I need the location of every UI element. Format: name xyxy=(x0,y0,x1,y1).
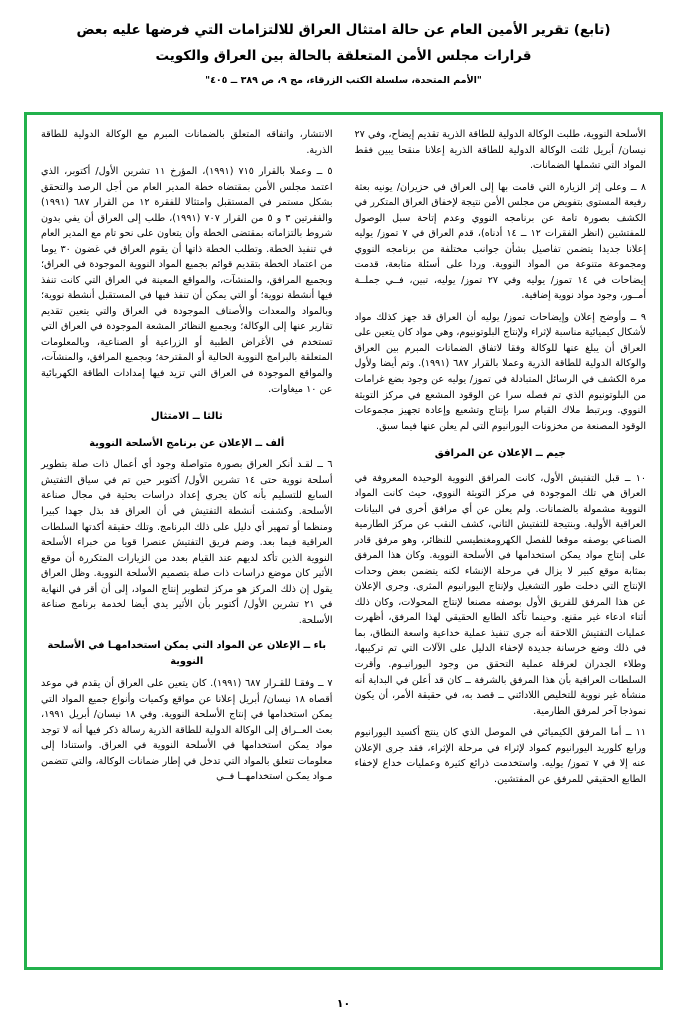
content-frame xyxy=(24,112,663,970)
page-header xyxy=(0,0,687,86)
paragraph: ٦ ــ لقـد أنكر العراق بصورة متواصلة وجود أي أعمال ذات صلة بتطوير أسلحة نووية حتى ١٤ تشرين الأول/ أكتوبر حين تم في سياق التفتيش السابع للتسليم بأنه كان يجري إعداد دراسات بحثية في مجال صناعة الأسلحة. وكشفت أنشطة التفتيش في أن العراق قد بذل جهدا كبيرا ومنظما أو تمهير أي دليل على ذلك البرنامج. وتلك حقيقة أكدتها السلطات العراقية فيما بعد. وضم فريق التفتيش عنصرا قويا من خبراء الأسلحة النووية الذين تأكد لديهم عند القيام بعدد من الزيارات المتكررة أن موقع الأثير كان موضع دراسات ذات صلة بتصميم الأسلحة النووية. وظل العراق يقول إن ذلك المركز هو مركز لتطوير إنتاج المواد، إلى أن أقر في النهاية في ٢١ تشرين الأول/ أكتوبر بأن الأثير يدي أيضا لخدمة برنامج صناعة الأسلحة. xyxy=(41,459,333,626)
subsection-heading-b: باء ــ الإعلان عن المواد التي يمكن استخدامهـا في الأسلحة النووية xyxy=(47,640,326,668)
section-heading-c: جيم ــ الإعلان عن المرافق xyxy=(434,448,566,460)
paragraph: الانتشار، واتفاقه المتعلق بالضمانات المبرم مع الوكالة الدولية للطاقة الذرية. xyxy=(41,129,333,156)
report-title-line-1: (تابع) تقرير الأمين العام عن حالة امتثال العراق للالتزامات التي فرضها عليه بعض xyxy=(76,22,611,38)
section-heading-third: ثالثا ــ الامتثال xyxy=(150,411,223,423)
paragraph: ٩ ــ وأوضح إعلان وإيضاحات تموز/ يوليه أن العراق قد جهز كذلك مواد لأشكال كيميائية مناسبة لإثراء ولإنتاج البلوتونيوم، وهي مواد كان يتعين على العراق أن يبلغ عنها للوكالة وفقا لاتفاق الضمانات المبرم بين العراق والوكالة الدولية للطاقة الذرية وعملا بالقرار ٦٨٧ (١٩٩١). وتم أيضا ولأول مرة الكشف في الرسائل المتبادلة في تموز/ يوليه عن وجود بضع غرامات من البلوتونيوم الذي تم فصله سرا عن الوقود المشعع في مركز التويثة النووي. وبرتبط ملاك القيام سرا بإنتاج وتشعيع وإعادة تجهيز مجموعات الوقود المصنعة من مخزونات اليورانيوم التي لم يعلن عنها فيما سبق. xyxy=(354,311,646,432)
paragraph: ١١ ــ أما المرفق الكيميائي في الموصل الذي كان ينتج أكسيد اليورانيوم ورابع كلوريد اليورانيوم كمواد لإثراء في مرحلة الإثراء، فقد جرى الإعلان عنه إلا في ٧ تموز/ يوليه. واستخدمت ذرائع كثيرة وعمليات خداع لإخفاء الطابع الحقيقي للمرفق عن المفتشين. xyxy=(354,727,646,785)
left-text-column xyxy=(41,127,333,955)
subsection-heading-a: ألف ــ الإعلان عن برنامج الأسلحة النووية xyxy=(89,437,285,449)
report-title-line-2: قرارات مجلس الأمن المتعلقة بالحالة بين العراق والكويت xyxy=(155,47,532,64)
report-source-line: "الأمم المتحدة، سلسلة الكتب الزرقاء، مج ٩، ص ٣٨٩ ــ ٤٠٥" xyxy=(205,75,482,87)
paragraph: ٧ ــ وفقـا للقـرار ٦٨٧ (١٩٩١). كان يتعين على العراق أن يقدم في موعد أقصاه ١٨ نيسان/ أبريل إعلانا عن مواقع وكميات وأنواع جميع المواد التي يمكن استخدامها في إنتاج الأسلحة النووية. وفي ١٨ نيسان/ أبريل ١٩٩١، بعث العــراق إلى الوكالة الدولية للطاقة الذرية رسالة ذكر فيها أنه لا توجد مواد يمكن استخدامها في الأسلحة النووية في العراق. واستنادا إلى معلومات تتعلق بالمواد التي تدخل في إطار ضمانات الوكالة، والتي تتضمن مـواد يمكـن استخدامهــا فــي xyxy=(41,677,333,783)
paragraph: ٥ ــ وعملا بالقرار ٧١٥ (١٩٩١)، المؤرخ ١١ تشرين الأول/ أكتوبر، الذي اعتمد مجلس الأمن بمقتضاه خطة المدير العام من أجل الرصد والتحقق بشكل مستمر في المستقبل وامتثالا للفقرة ١٢ من القرار ٦٨٧ (١٩٩١) والفقرتين ٣ و ٥ من القرار ٧٠٧ (١٩٩١)، طلب إلى العراق أن يفي بدون شروط بالتزاماته بمقتضى الخطة وأن يتعاون على نحو تام مع المدير العام في تنفيذ الخطة. وتطلب الخطة ذاتها أن يقوم العراق في غضون ٣٠ يوما من اعتماد الخطة بتقديم قوائم بجميع المواد النووية الموجودة في العراق؛ وبجميع المرافق، والمنشآت، والمواقع المعينة في العراق التي كانت تنفذ فيها أنشطة نووية؛ أو التي يمكن أن تنفذ فيها في المستقبل أنشطة نووية؛ وبالمواد والمعدات والأصناف الموجودة في العراق والتي يتعين تقديم تقارير عنها إلى الوكالة؛ وبجميع النظائر المشعة الموجودة في العراق التي تستخدم في الأغراض الطبية أو الزراعية أو الصناعية، وبالمعلومات المتعلقة بالبرامج النووية الحالية أو المقترحة؛ وبجميع المرافق، والمنشآت، والمواقع الموجودة في العراق التي تزيد فيها إمدادات الطاقة الكهربائية عن ١٠ ميغاوات. xyxy=(41,166,333,395)
right-text-column xyxy=(355,127,647,955)
paragraph: ٨ ــ وعلى إثر الزيارة التي قامت بها إلى العراق في حزيران/ يونيه بعثة رفيعة المستوى بتفويض من مجلس الأمن نتيجة لإخفاق العراق المتكرر في الكشف بصورة تامة عن برنامجه النووي وعدم إتاحة سبل الوصول للمفتشين (انظر الفقرات ١٢ ــ ١٤ أدناه)، قدم العراق في ٧ تموز/ يوليه إعلانا جديدا يتضمن تفاصيل بشأن جوانب مختلفة من برنامجه النووي ومجموعة متنوعة من المواد النووية. وردا على أسئلة متابعة، قدمت إيضاحات في ١٤ تموز/ يوليه وفي ٢٧ تموز/ يوليه، تبين، فــي جملــة أمــور، وجود مواد نووية إضافية. xyxy=(354,181,646,302)
paragraph: الأسلحة النووية، طلبت الوكالة الدولية للطاقة الذرية تقديم إيضاح، وفي ٢٧ نيسان/ أبريل ثلثت الوكالة الدولية للطاقة الذرية إعلانا منقحا يبين فقط المواد التي تشملها الضمانات. xyxy=(354,129,646,172)
paragraph: ١٠ ــ قبل التفتيش الأول، كانت المرافق النووية الوحيدة المعروفة في العراق هي تلك الموجودة في مركز التويثة النووي، حيث كانت المواد النووية مشمولة بالضمانات. ولم يعلن عن أي مرافق أخرى في البيانات العراقية الأولية. وبنتيجة للتفتيش الثاني، كشف النقب عن مركز الطارمية الصناعي بوصفه موقعا للفصل الكهرومغنطيسي للنظائر، وهو مرفق قادر على إنتاج مواد يمكن استخدامها في الأسلحة النووية. وكان هذا المرفق بمثابة موقع كبير لا يزال في مرحلة الإنشاء لكنه يتضمن بعض وحدات الإنتاج التي دخلت طور التشغيل ولإنتاج اليورانيوم المثرى. وجرى الإعلان عن هذا المرفق للفريق الأول بوصفه مصنعا لإنتاج المحولات، وكان ذلك أثناء ادعاء غير مقنع. وحينما تأكد الطابع الحقيقي لهذا المرفق، أظهرت عمليات التفتيش اللاحقة أنه جرى تنفيذ عملية خداعية واسعة النطاق، بما في ذلك وضع خرسانة جديدة لإخفاء الدليل على الآلات التي تم تركيبها، وطلاء الجدران لعرقلة عملية التحقق من وجود اليورانيـوم. وأقرت السلطات العراقية بأن هذا المرفق بالشرفة ــ كان قد أعلن في البداية أنه منشأة غير نووية للتخليص اللادائني ــ قصد به، في حقيقة الأمر، أن يكون نموذجا آخر لمرفق الطارمية. xyxy=(354,472,646,717)
page-number: ١٠ xyxy=(336,997,351,1010)
